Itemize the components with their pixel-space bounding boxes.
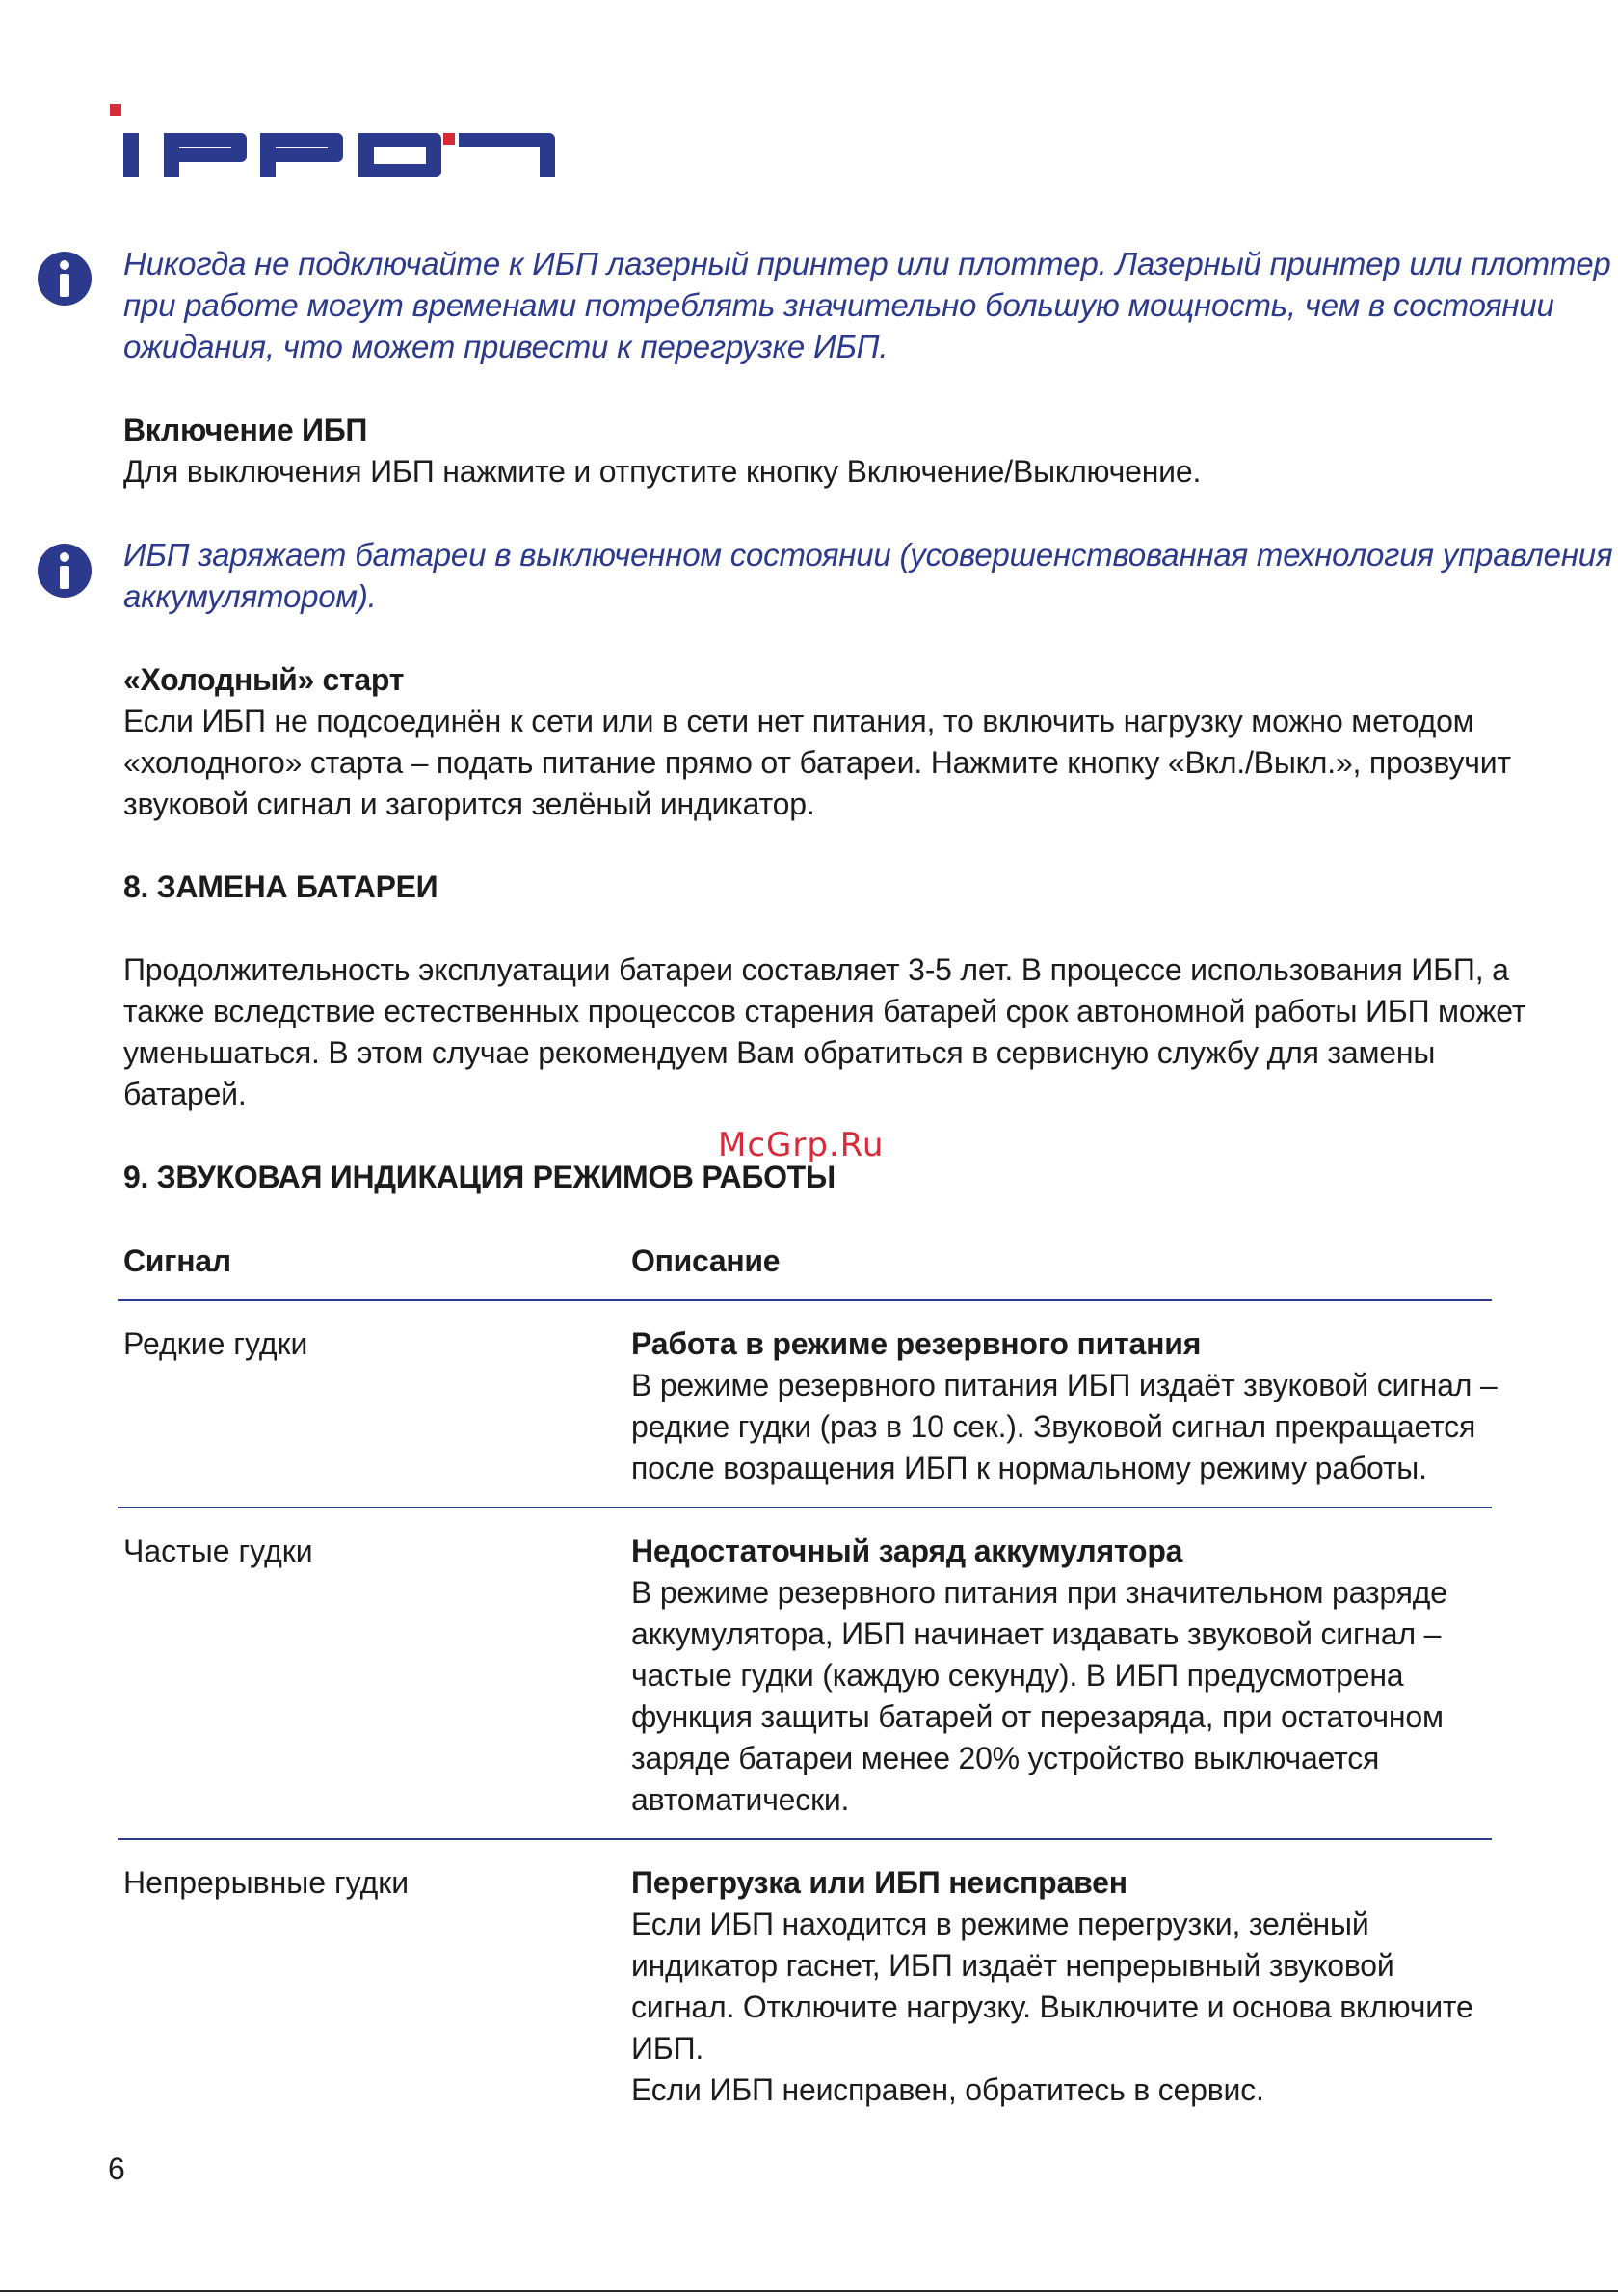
note-line: ожидания, что может привести к перегрузке ИБП.: [123, 329, 889, 364]
watermark: McGrp.Ru: [718, 1126, 885, 1164]
section-9-heading: 9. ЗВУКОВАЯ ИНДИКАЦИЯ РЕЖИМОВ РАБОТЫ: [123, 1160, 836, 1194]
description-cell: [631, 1862, 1518, 2111]
description-cell: [631, 1323, 1518, 1489]
info-icon: [37, 251, 93, 307]
note-battery-charging: [123, 534, 1613, 617]
table-divider: [118, 1299, 1492, 1301]
description-line: Если ИБП находится в режиме перегрузки, зелёный: [631, 1907, 1369, 1941]
description-line: функция защиты батарей от перезаряда, при остаточном: [631, 1699, 1444, 1734]
text-line: батарей.: [123, 1077, 247, 1111]
description-title: Работа в режиме резервного питания: [631, 1326, 1202, 1361]
note-line: при работе могут временами потреблять значительно большую мощность, чем в состоянии: [123, 287, 1554, 323]
description-line: индикатор гаснет, ИБП издаёт непрерывный звуковой: [631, 1948, 1394, 1983]
power-on-text: Для выключения ИБП нажмите и отпустите кнопку Включение/Выключение.: [123, 454, 1202, 489]
cold-start-text: [123, 701, 1511, 825]
page-number: 6: [108, 2151, 125, 2186]
description-cell: [631, 1531, 1518, 1821]
text-line: звуковой сигнал и загорится зелёный индикатор.: [123, 787, 815, 821]
column-header-description: Описание: [631, 1243, 781, 1278]
description-line: автоматически.: [631, 1782, 850, 1817]
description-line: редкие гудки (раз в 10 сек.). Звуковой сигнал прекращается: [631, 1409, 1476, 1444]
description-line: сигнал. Отключите нагрузку. Выключите и основа включите: [631, 1989, 1473, 2024]
description-line: заряде батареи менее 20% устройство выключается: [631, 1741, 1380, 1775]
table-divider: [118, 1507, 1492, 1508]
description-title: Недостаточный заряд аккумулятора: [631, 1534, 1183, 1568]
ippon-logo: [106, 104, 559, 183]
description-line: В режиме резервного питания при значительном разряде: [631, 1575, 1447, 1610]
bottom-border: [0, 2290, 1618, 2292]
note-line: ИБП заряжает батареи в выключенном состоянии (усовершенствованная технология управления: [123, 537, 1613, 573]
cold-start-heading: «Холодный» старт: [123, 662, 405, 697]
description-line: В режиме резервного питания ИБП издаёт звуковой сигнал –: [631, 1368, 1498, 1402]
text-line: уменьшаться. В этом случае рекомендуем Вам обратиться в сервисную службу для замены: [123, 1035, 1436, 1070]
note-line: аккумулятором).: [123, 578, 377, 614]
signal-cell: Редкие гудки: [123, 1326, 308, 1361]
signal-cell: Непрерывные гудки: [123, 1865, 410, 1900]
text-line: Если ИБП не подсоединён к сети или в сети нет питания, то включить нагрузку можно методом: [123, 704, 1474, 738]
logo-accent-dot: [110, 104, 121, 116]
note-laser-printer: [123, 243, 1611, 367]
table-divider: [118, 1838, 1492, 1840]
note-line: Никогда не подключайте к ИБП лазерный принтер или плоттер. Лазерный принтер или плоттер: [123, 246, 1611, 281]
section-8-text: [123, 949, 1526, 1115]
description-line: после возращения ИБП к нормальному режиму работы.: [631, 1451, 1427, 1485]
column-header-signal: Сигнал: [123, 1243, 231, 1278]
text-line: также вследствие естественных процессов старения батарей срок автономной работы ИБП может: [123, 994, 1526, 1028]
description-line: Если ИБП неисправен, обратитесь в сервис.: [631, 2072, 1264, 2107]
description-line: ИБП.: [631, 2031, 704, 2066]
signal-cell: Частые гудки: [123, 1534, 313, 1568]
description-line: частые гудки (каждую секунду). В ИБП предусмотрена: [631, 1658, 1404, 1693]
info-icon: [37, 543, 93, 599]
text-line: «холодного» старта – подать питание прямо от батареи. Нажмите кнопку «Вкл./Выкл.», прозвучит: [123, 745, 1511, 780]
section-8-heading: 8. ЗАМЕНА БАТАРЕИ: [123, 869, 438, 904]
description-line: аккумулятора, ИБП начинает издавать звуковой сигнал –: [631, 1616, 1442, 1651]
power-on-heading: Включение ИБП: [123, 413, 368, 447]
description-title: Перегрузка или ИБП неисправен: [631, 1865, 1127, 1900]
text-line: Продолжительность эксплуатации батареи составляет 3-5 лет. В процессе использования ИБП, а: [123, 952, 1509, 987]
